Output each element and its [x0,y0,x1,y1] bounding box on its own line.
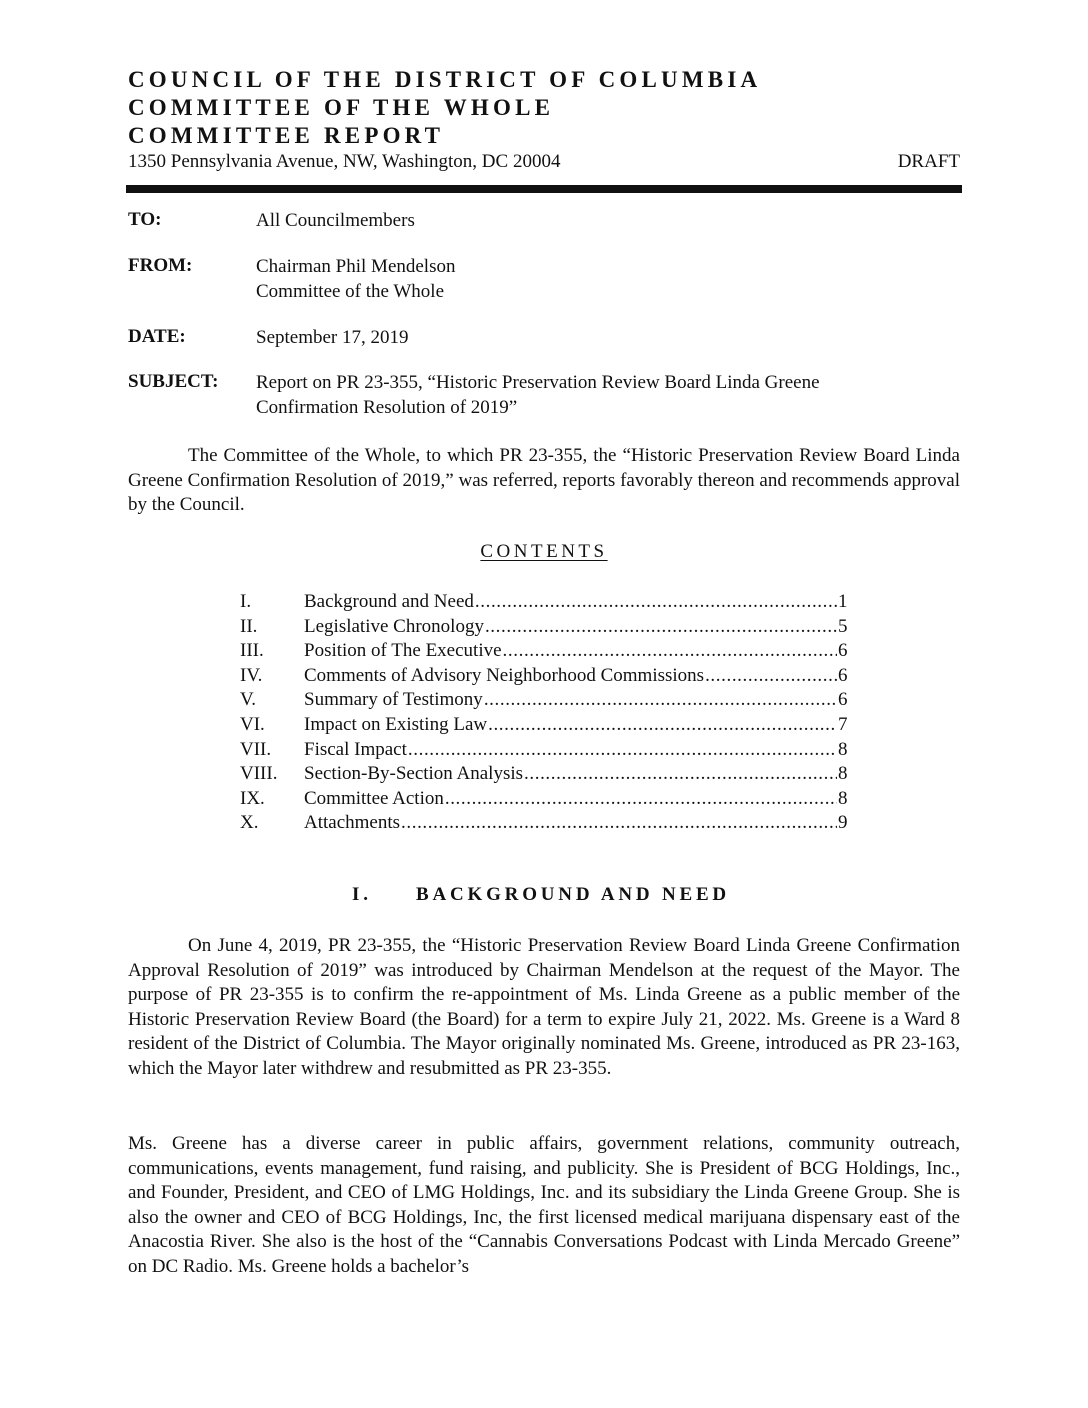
subject-label: SUBJECT: [128,371,219,392]
draft-label: DRAFT [897,151,960,172]
from-name: Chairman Phil Mendelson [256,256,456,277]
toc-entry[interactable] [240,714,850,739]
toc-page: 8 [838,738,848,760]
toc-number: IX. [240,787,265,809]
toc-page: 1 [838,591,848,612]
toc-title: Position of The Executive [304,640,502,662]
toc-page: 9 [838,812,848,834]
toc-title: Committee Action [304,787,444,809]
toc-title: Summary of Testimony [304,689,483,711]
toc-leader [408,739,837,761]
toc-page: 8 [838,787,848,809]
toc-page: 6 [838,664,848,686]
table-of-contents [240,591,850,837]
toc-entry[interactable] [240,640,850,665]
toc-page: 6 [838,640,848,662]
contents-heading: CONTENTS [480,541,608,562]
toc-number: V. [240,689,257,711]
toc-leader [401,812,837,834]
toc-leader [475,591,837,613]
address: 1350 Pennsylvania Avenue, NW, Washington, DC 20004 [128,151,561,172]
toc-page: 5 [838,615,848,637]
toc-entry[interactable] [240,812,850,837]
toc-title: Attachments [304,812,401,834]
section-number: I. [352,884,372,905]
toc-leader [485,616,837,638]
to-label: TO: [128,209,162,230]
toc-number: VI. [240,713,265,735]
toc-leader [705,665,837,687]
toc-page: 8 [838,763,848,785]
toc-title: Section-By-Section Analysis [304,763,524,785]
toc-entry[interactable] [240,739,850,764]
section-title: BACKGROUND AND NEED [416,884,730,905]
toc-title: Background and Need [304,591,474,612]
toc-leader [484,689,837,711]
toc-leader [524,763,837,785]
toc-title: Comments of Advisory Neighborhood Commissions [304,664,705,686]
toc-title: Impact on Existing Law [304,713,488,735]
date-value: September 17, 2019 [256,327,409,348]
subject-line-1: Report on PR 23-355, “Historic Preservation Review Board Linda Greene [256,372,820,393]
toc-number: IV. [240,664,263,686]
toc-number: VII. [240,738,272,760]
toc-entry[interactable] [240,763,850,788]
council-heading: COUNCIL OF THE DISTRICT OF COLUMBIA [128,67,762,92]
toc-number: X. [240,812,259,834]
toc-entry[interactable] [240,616,850,641]
subject-line-2: Confirmation Resolution of 2019” [256,397,518,418]
from-committee: Committee of the Whole [256,281,445,302]
toc-page: 6 [838,689,848,711]
from-label: FROM: [128,255,193,276]
intro-paragraph: The Committee of the Whole, to which PR 23-355, the “Historic Preservation Review Board Linda Greene Confirmation Resolution of 2019,” was referred, reports favorably thereon and recommends approval by the Council. [128,445,960,515]
toc-number: I. [240,591,252,612]
toc-entry[interactable] [240,665,850,690]
committee-heading: COMMITTEE OF THE WHOLE [128,95,555,120]
toc-number: II. [240,615,258,637]
toc-leader [503,640,837,662]
toc-entry[interactable] [240,788,850,813]
toc-title: Legislative Chronology [304,615,484,637]
header-rule [126,185,962,193]
background-paragraph-1: On June 4, 2019, PR 23-355, the “Historic Preservation Review Board Linda Greene Confirmation Approval Resolution of 2019” was introduced by Chairman Mendelson at the request of the Mayor. The purpose of PR 23-355 is to confirm the re-appointment of Ms. Linda Greene as a public member of the Historic Preservation Review Board (the Board) for a term to expire July 21, 2022. Ms. Greene is a Ward 8 resident of the District of Columbia. The Mayor originally nominated Ms. Greene, introduced as PR 23-163, which the Mayor later withdrew and resubmitted as PR 23-355. [128,935,960,1079]
toc-entry[interactable] [240,689,850,714]
toc-leader [445,788,837,810]
to-value: All Councilmembers [256,210,415,231]
toc-entry[interactable] [240,591,850,616]
date-label: DATE: [128,326,186,347]
toc-leader [488,714,837,736]
report-heading: COMMITTEE REPORT [128,123,445,148]
toc-number: VIII. [240,763,278,785]
toc-title: Fiscal Impact [304,738,407,760]
toc-number: III. [240,640,264,662]
background-paragraph-2: Ms. Greene has a diverse career in public affairs, government relations, community outreach, communications, events management, fund raising, and publicity. She is President of BCG Holdings, Inc., and Founder, President, and CEO of LMG Holdings, Inc. and its subsidiary the Linda Greene Group. She is also the owner and CEO of BCG Holdings, Inc, the first licensed medical marijuana dispensary east of the Anacostia River. She also is the host of the “Cannabis Conversations Podcast with Linda Mercado Greene” on DC Radio. Ms. Greene holds a bachelor’s [128,1133,960,1277]
toc-page: 7 [838,713,848,735]
